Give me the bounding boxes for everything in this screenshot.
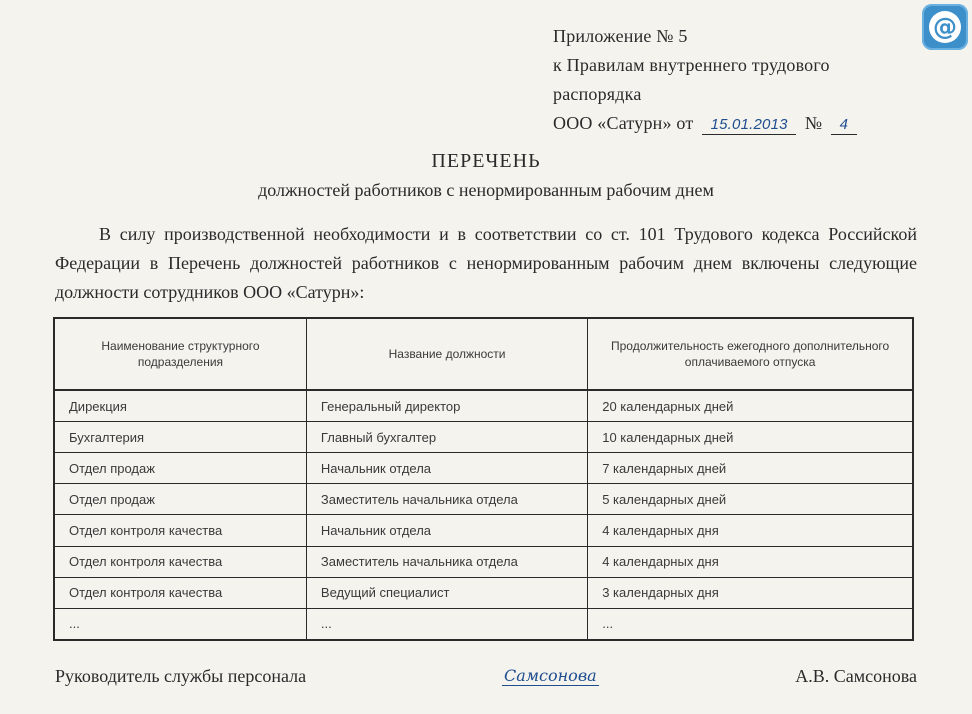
document-title: ПЕРЕЧЕНЬ (431, 150, 541, 172)
signer-role: Руководитель службы персонала (55, 666, 307, 686)
cell-vacation: 4 календарных дня (588, 515, 913, 546)
table-row (54, 546, 913, 577)
header-department: Наименование структурного подразделения (54, 318, 306, 390)
cell-vacation: 5 календарных дней (588, 484, 913, 515)
cell-department: ... (54, 608, 306, 640)
cell-department: Отдел контроля качества (54, 577, 306, 608)
document-subtitle: должностей работников с ненормированным рабочим днем (258, 180, 714, 200)
cell-vacation: 3 календарных дня (588, 577, 913, 608)
cell-vacation: 10 календарных дней (588, 422, 913, 453)
cell-department: Бухгалтерия (54, 422, 306, 453)
signer-name: А.В. Самсонова (795, 666, 917, 686)
table-row (54, 422, 913, 453)
cell-position: Заместитель начальника отдела (306, 484, 587, 515)
at-sign-icon: @ (929, 11, 961, 43)
appendix-org: ООО «Сатурн» от (553, 113, 694, 133)
cell-department: Отдел продаж (54, 484, 306, 515)
appendix-number: 4 (831, 116, 857, 135)
signature-block (55, 666, 917, 694)
table-row (54, 608, 913, 640)
cell-position: ... (306, 608, 587, 640)
header-vacation: Продолжительность ежегодного дополнительного оплачиваемого отпуска (588, 318, 913, 390)
appendix-number-prefix: № (804, 113, 823, 133)
cell-vacation: 7 календарных дней (588, 453, 913, 484)
header-position: Название должности (306, 318, 587, 390)
appendix-line-4 (553, 109, 857, 138)
intro-paragraph: В силу производственной необходимости и в соответствии со ст. 101 Трудового кодекса Российской Федерации в Перечень должностей работников с ненормированным рабочим днем включены следующие должности сотрудников ООО «Сатурн»: (55, 224, 917, 302)
cell-position: Генеральный директор (306, 390, 587, 422)
table-row (54, 577, 913, 608)
cell-position: Главный бухгалтер (306, 422, 587, 453)
appendix-line-1: Приложение № 5 (553, 26, 688, 46)
at-sign-logo-icon (922, 4, 968, 50)
cell-position: Начальник отдела (306, 453, 587, 484)
cell-vacation: 4 календарных дня (588, 546, 913, 577)
cell-department: Дирекция (54, 390, 306, 422)
positions-table (53, 317, 914, 641)
handwritten-signature: Самсонова (504, 666, 597, 685)
appendix-date: 15.01.2013 (702, 116, 796, 135)
cell-position: Ведущий специалист (306, 577, 587, 608)
cell-vacation: ... (588, 608, 913, 640)
table-row (54, 515, 913, 546)
cell-position: Заместитель начальника отдела (306, 546, 587, 577)
cell-department: Отдел контроля качества (54, 546, 306, 577)
table-header-row (54, 318, 913, 390)
table-row (54, 390, 913, 422)
table-row (54, 484, 913, 515)
appendix-block (553, 22, 857, 138)
table-row (54, 453, 913, 484)
cell-vacation: 20 календарных дней (588, 390, 913, 422)
cell-department: Отдел продаж (54, 453, 306, 484)
cell-department: Отдел контроля качества (54, 515, 306, 546)
cell-position: Начальник отдела (306, 515, 587, 546)
appendix-line-3: распорядка (553, 84, 642, 104)
appendix-line-2: к Правилам внутреннего трудового (553, 55, 830, 75)
